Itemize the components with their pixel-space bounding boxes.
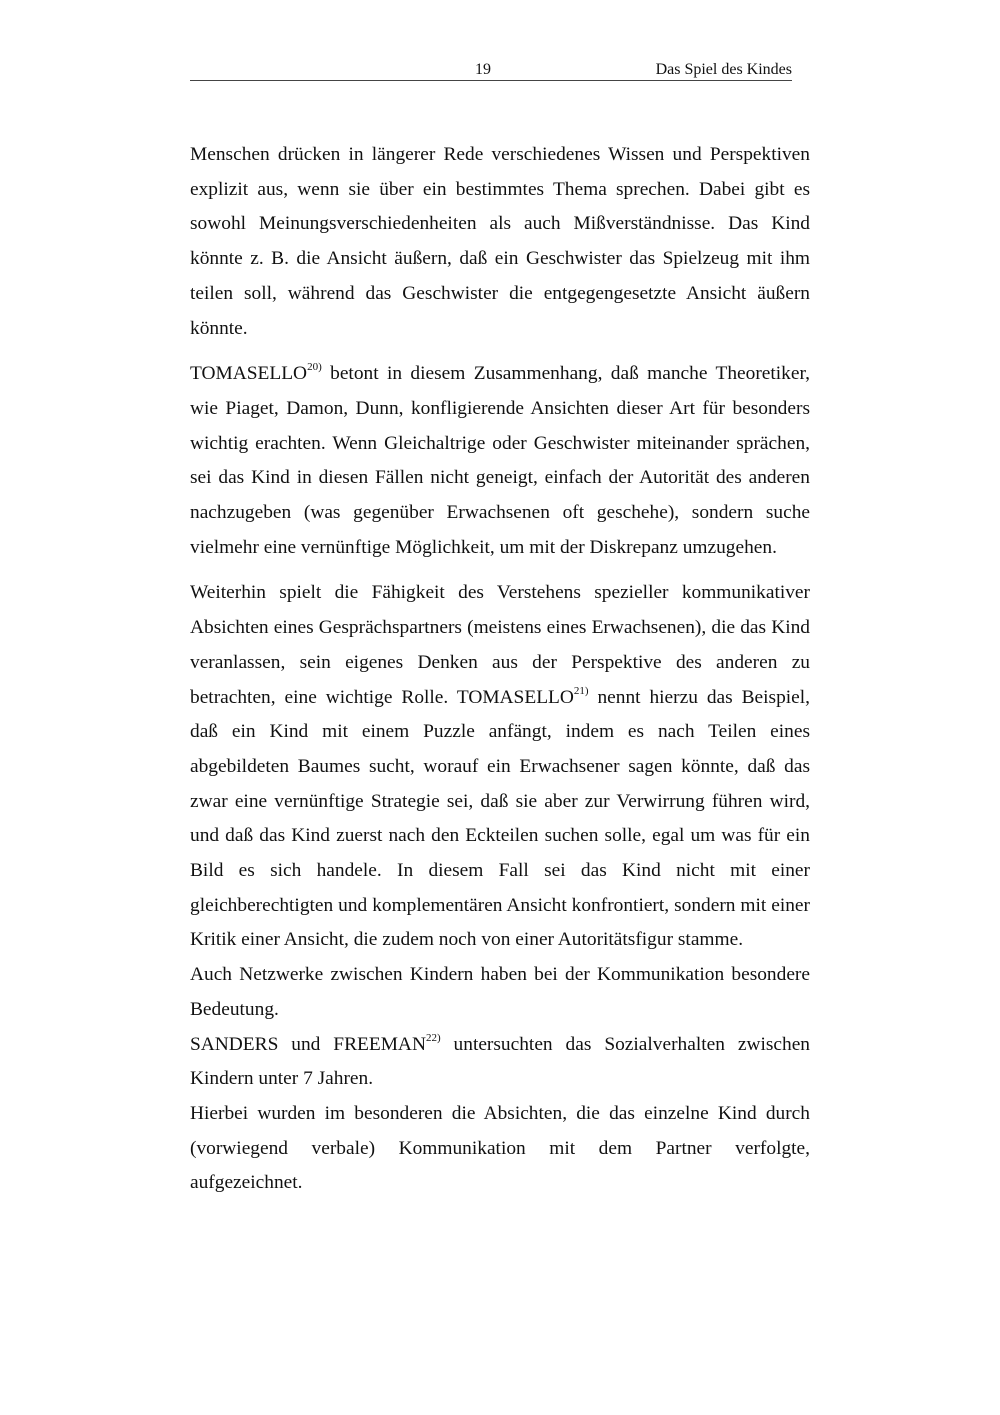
paragraph-2-text: betont in diesem Zusammenhang, daß manche Theoretiker, wie Piaget, Damon, Dunn, konfligierende Ansichten dieser Art für besonders wichtig erachten. Wenn Gleichaltrige oder Geschwister miteinander sprächen, sei das Kind in diesen Fällen nicht geneigt, einfach der Autorität des anderen nachzugeben (was gegenüber Erwachsenen oft geschehe), sondern suche vielmehr eine vernünftige Möglichkeit, um mit der Diskrepanz umzugehen. — [190, 363, 810, 558]
paragraph-5-text: untersuchten das Sozialverhalten zwischen Kindern unter 7 Jahren. — [190, 1033, 810, 1090]
paragraph-6: Hierbei wurden im besonderen die Absichten, die das einzelne Kind durch (vorwiegend verbale) Kommunikation mit dem Partner verfolgte, aufgezeichnet. — [190, 1102, 810, 1194]
footnote-ref-21: 21) — [573, 684, 589, 697]
running-title: Das Spiel des Kindes — [655, 61, 792, 78]
paragraph-5 — [190, 1028, 810, 1097]
running-header — [190, 60, 792, 81]
footnote-ref-20: 20) — [307, 361, 322, 374]
body-text — [190, 138, 810, 1201]
paragraph-3 — [190, 576, 810, 958]
author-name: TOMASELLO — [190, 363, 308, 385]
author-names: SANDERS und FREEMAN — [190, 1033, 426, 1055]
paragraph-3-text-after: nennt hierzu das Beispiel, daß ein Kind mit einem Puzzle anfängt, indem es nach Teilen eines abgebildeten Baumes sucht, worauf ein Erwachsener sagen könnte, daß das zwar eine vernünftige Strategie sei, daß sie aber zur Verwirrung führen wird, und daß das Kind zuerst nach den Eckteilen suchen solle, egal um was für ein Bild es sich handele. In diesem Fall sei das Kind nicht mit einer gleichberechtigten und komplementären Ansicht konfrontiert, sondern mit einer Kritik einer Ansicht, die zudem noch von einer Autoritätsfigur stamme. — [190, 686, 810, 951]
paragraph-4: Auch Netzwerke zwischen Kindern haben bei der Kommunikation besondere Bedeutung. — [190, 964, 810, 1020]
footnote-ref-22: 22) — [425, 1031, 441, 1044]
paragraph-2 — [190, 357, 810, 565]
page-number: 19 — [475, 61, 491, 78]
paragraph-3-text-before: Weiterhin spielt die Fähigkeit des Verstehens spezieller kommunikativer Absichten eines Gesprächspartners (meistens eines Erwachsenen), die das Kind veranlassen, sein eigenes Denken aus der Perspektive des anderen zu betrachten, eine wichtige Rolle. TOMASELLO — [190, 582, 810, 708]
paragraph-1: Menschen drücken in längerer Rede verschiedenes Wissen und Perspektiven explizit aus, wenn sie über ein bestimmtes Thema sprechen. Dabei gibt es sowohl Meinungsverschiedenheiten als auch Mißverständnisse. Das Kind könnte z. B. die Ansicht äußern, daß ein Geschwister das Spielzeug mit ihm teilen soll, während das Geschwister die entgegengesetzte Ansicht äußern könnte. — [190, 144, 810, 339]
